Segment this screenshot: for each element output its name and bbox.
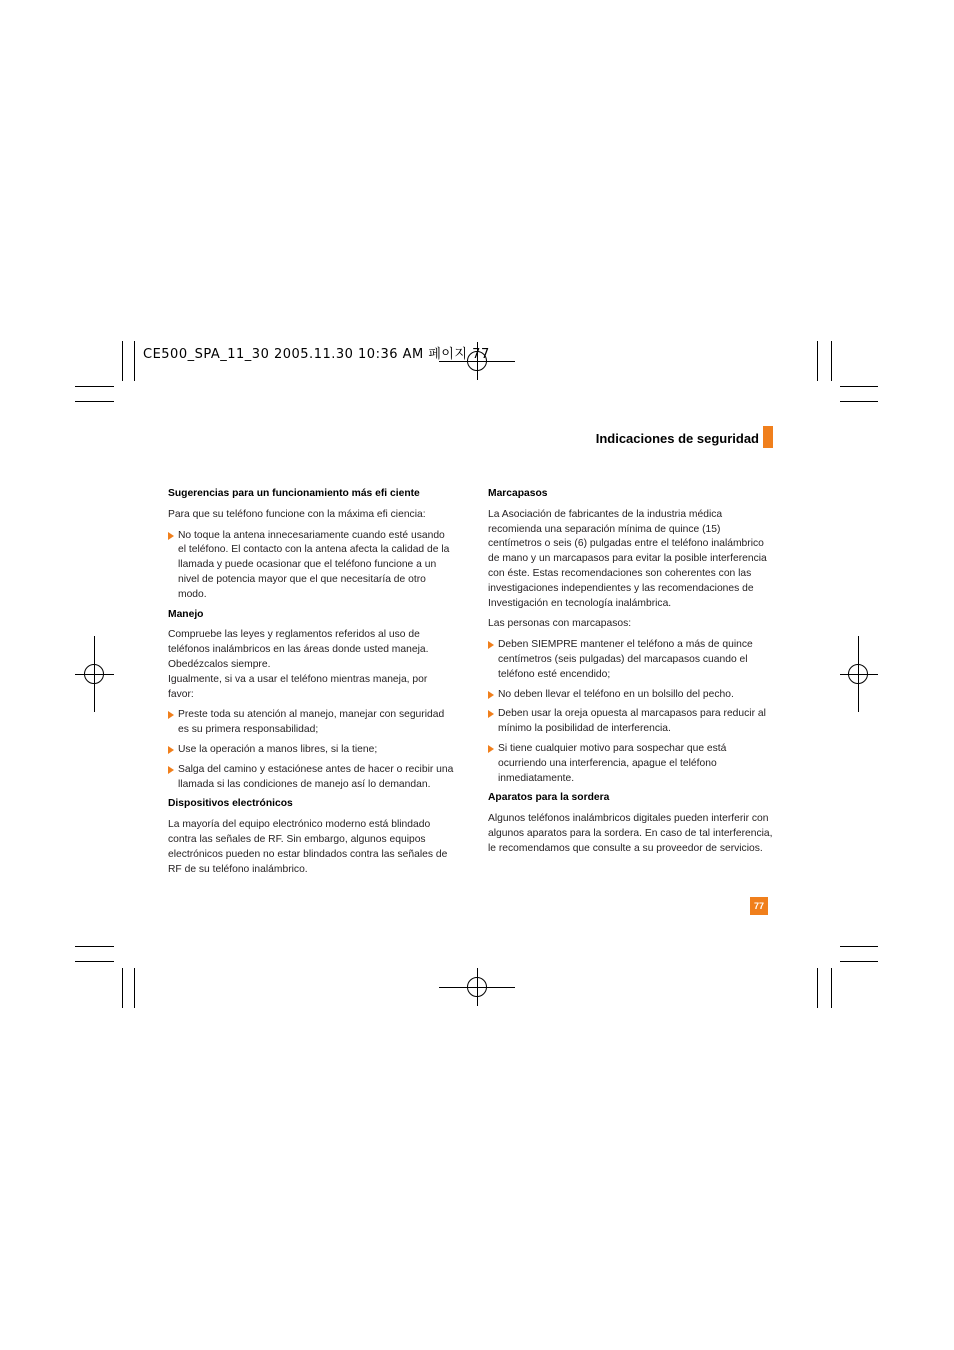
bullet-item: No toque la antena innecesariamente cuando esté usando el teléfono. El contacto con la antena afecta la calidad de la llamada y puede ocasionar que el teléfono funcione a un nivel de potencia mayor que el que necesitaría de otro modo. — [168, 529, 454, 603]
bullet-item: Si tiene cualquier motivo para sospechar que está ocurriendo una interferencia, apague el teléfono inmediatamente. — [488, 742, 774, 786]
crop-mark — [840, 961, 878, 962]
paragraph: Las personas con marcapasos: — [488, 618, 632, 630]
crop-mark — [122, 968, 123, 1008]
section-title: Manejo — [168, 608, 204, 620]
paragraph: Para que su teléfono funcione con la máxima efi ciencia: — [168, 508, 426, 520]
bullet-arrow-icon — [168, 766, 174, 774]
bullet-arrow-icon — [488, 710, 494, 718]
crop-mark — [840, 386, 878, 387]
crop-mark — [134, 968, 135, 1008]
paragraph: La Asociación de fabricantes de la industria médica recomienda una separación mínima de quince (15) centímetros o seis (6) pulgadas entre el teléfono inalámbrico de mano y un marcapasos para evitar la posible interferencia con éste. Estas recomendaciones son coherentes con las investigaciones independientes y las recomendaciones de Investigación en tecnología inalámbrica. — [488, 508, 767, 609]
bullet-item: No deben llevar el teléfono en un bolsillo del pecho. — [488, 688, 774, 703]
crop-mark — [817, 341, 818, 381]
bullet-item: Preste toda su atención al manejo, manejar con seguridad es su primera responsabilidad; — [168, 708, 454, 738]
bullet-item: Salga del camino y estaciónese antes de hacer o recibir una llamada si las condiciones de manejo así lo demandan. — [168, 763, 454, 793]
bullet-arrow-icon — [488, 691, 494, 699]
paragraph: Igualmente, si va a usar el teléfono mientras maneja, por favor: — [168, 673, 428, 700]
bullet-item: Deben SIEMPRE mantener el teléfono a más de quince centímetros (seis pulgadas) del marcapasos cuando el teléfono esté encendido; — [488, 638, 774, 682]
crop-mark — [840, 946, 878, 947]
bullet-item: Deben usar la oreja opuesta al marcapasos para reducir al mínimo la posibilidad de interferencia. — [488, 707, 774, 737]
print-slug: CE500_SPA_11_30 2005.11.30 10:36 AM 페이지 77 — [143, 347, 490, 362]
page-number: 77 — [750, 897, 768, 915]
section-title: Aparatos para la sordera — [488, 792, 610, 804]
bullet-arrow-icon — [168, 711, 174, 719]
section-tab — [763, 426, 773, 448]
paragraph: Algunos teléfonos inalámbricos digitales pueden interferir con algunos aparatos para la sordera. En caso de tal interferencia, le recomendamos que consulte a su proveedor de servicios. — [488, 813, 773, 854]
paragraph: La mayoría del equipo electrónico moderno está blindado contra las señales de RF. Sin embargo, algunos equipos electrónicos pueden no estar blindados contra las señales de RF de su teléfono inalámbrico. — [168, 819, 448, 875]
running-head: Indicaciones de seguridad — [595, 431, 759, 446]
left-column — [168, 487, 454, 883]
right-column — [488, 487, 774, 863]
crop-mark — [75, 401, 114, 402]
crop-mark — [75, 946, 114, 947]
crop-mark — [831, 341, 832, 381]
paragraph: Compruebe las leyes y reglamentos referidos al uso de teléfonos inalámbricos en las áreas donde usted maneja. Obedézcalos siempre. — [168, 629, 429, 670]
crop-mark — [831, 968, 832, 1008]
bullet-arrow-icon — [488, 641, 494, 649]
crop-mark — [817, 968, 818, 1008]
bullet-item: Use la operación a manos libres, si la tiene; — [168, 743, 454, 758]
crop-mark — [134, 341, 135, 381]
bullet-arrow-icon — [168, 532, 174, 540]
crop-mark — [840, 401, 878, 402]
crop-mark — [75, 961, 114, 962]
bullet-arrow-icon — [488, 745, 494, 753]
section-title: Dispositivos electrónicos — [168, 798, 293, 810]
crop-mark — [75, 386, 114, 387]
section-title: Marcapasos — [488, 488, 548, 499]
crop-mark — [122, 341, 123, 381]
section-title: Sugerencias para un funcionamiento más efi ciente — [168, 488, 420, 499]
bullet-arrow-icon — [168, 746, 174, 754]
